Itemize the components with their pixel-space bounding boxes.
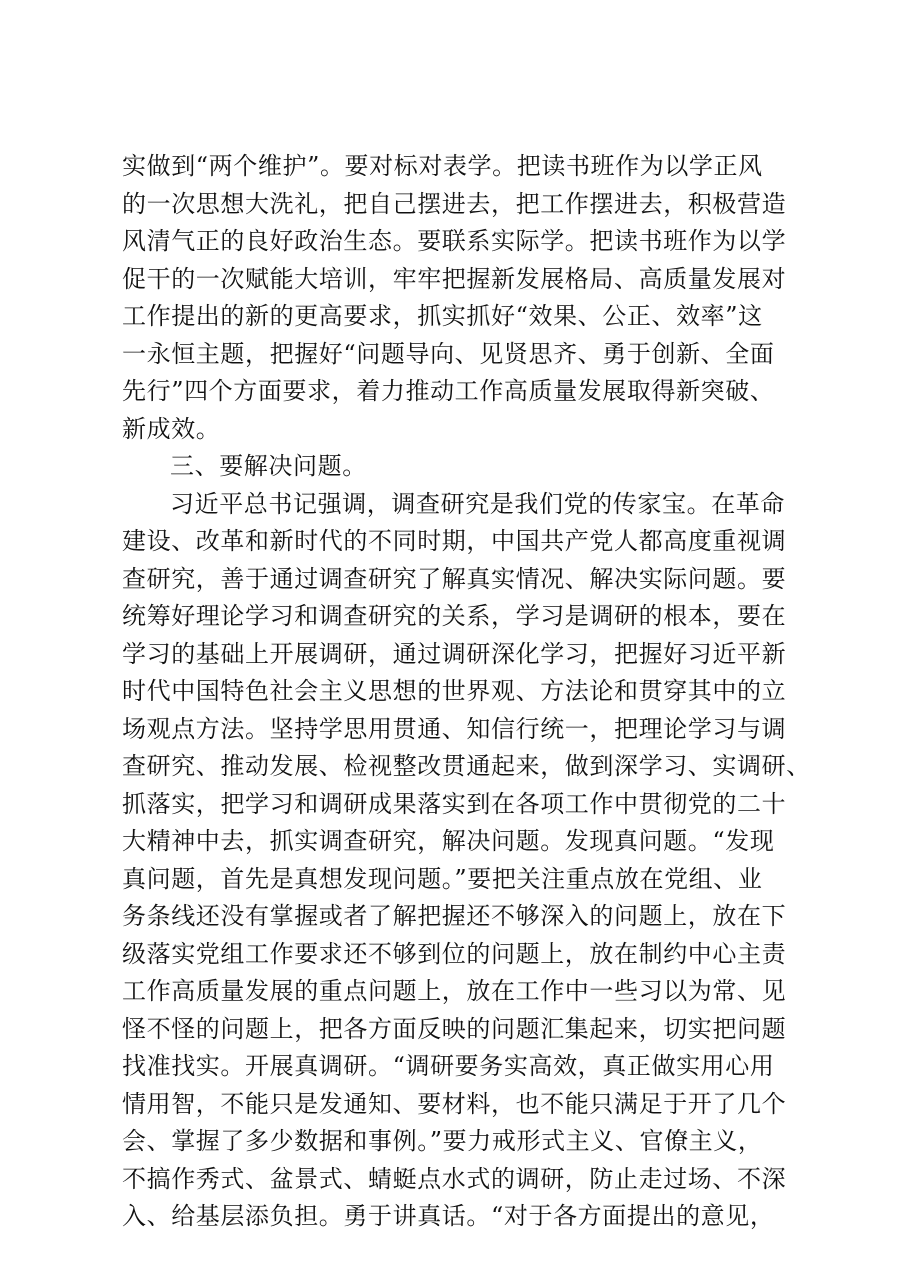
text-line: 情用智，不能只是发通知、要材料，也不能只满足于开了几个 [122,1089,787,1118]
body-text [122,148,822,1236]
text-line: 统筹好理论学习和调查研究的关系，学习是调研的根本，要在 [122,602,787,630]
text-line: 时代中国特色社会主义思想的世界观、方法论和贯穿其中的立 [122,677,787,705]
text-line: 怪不怪的问题上，把各方面反映的问题汇集起来，切实把问题 [122,1014,787,1043]
text-line: 大精神中去，抓实调查研究，解决问题。发现真问题。“发现 [122,827,775,855]
text-line: 找准找实。开展真调研。“调研要务实高效，真正做实用心用 [122,1052,775,1080]
text-line: 风清气正的良好政治生态。要联系实际学。把读书班作为以学 [122,227,787,255]
text-line: 会、掌握了多少数据和事例。”要力戒形式主义、官僚主义， [122,1127,763,1155]
text-line: 真问题，首先是真想发现问题。”要把关注重点放在党组、业 [122,864,763,893]
text-line: 不搞作秀式、盆景式、蜻蜓点水式的调研，防止走过场、不深 [122,1164,787,1193]
text-line: 实做到“两个维护”。要对标对表学。把读书班作为以学正风 [122,152,763,180]
text-line: 先行”四个方面要求，着力推动工作高质量发展取得新突破、 [122,377,775,405]
text-line: 一永恒主题，把握好“问题导向、见贤思齐、勇于创新、全面 [122,339,775,368]
text-line: 新成效。 [122,414,221,443]
text-line: 场观点方法。坚持学思用贯通、知信行统一，把理论学习与调 [122,714,787,743]
text-line: 务条线还没有掌握或者了解把握还不够深入的问题上，放在下 [122,902,787,930]
text-line: 级落实党组工作要求还不够到位的问题上，放在制约中心主责 [122,939,787,968]
text-line: 学习的基础上开展调研，通过调研深化学习，把握好习近平新 [122,639,787,668]
paragraph-start-line: 习近平总书记强调，调查研究是我们党的传家宝。在革命 [170,489,785,518]
text-line: 抓落实，把学习和调研成果落实到在各项工作中贯彻党的二十 [122,789,787,818]
text-line: 的一次思想大洗礼，把自己摆进去，把工作摆进去，积极营造 [122,189,787,218]
text-line: 工作提出的新的更高要求，抓实抓好“效果、公正、效率”这 [122,302,763,330]
text-line: 建设、改革和新时代的不同时期，中国共产党人都高度重视调 [122,527,787,555]
text-line: 查研究、推动发展、检视整改贯通起来，做到深学习、实调研、 [122,752,811,780]
text-line: 工作高质量发展的重点问题上，放在工作中一些习以为常、见 [122,977,787,1005]
text-line: 入、给基层添负担。勇于讲真话。“对于各方面提出的意见， [122,1202,775,1230]
text-line: 促干的一次赋能大培训，牢牢把握新发展格局、高质量发展对 [122,264,787,293]
text-line: 查研究，善于通过调查研究了解真实情况、解决实际问题。要 [122,564,787,593]
section-heading: 三、要解决问题。 [170,452,367,480]
